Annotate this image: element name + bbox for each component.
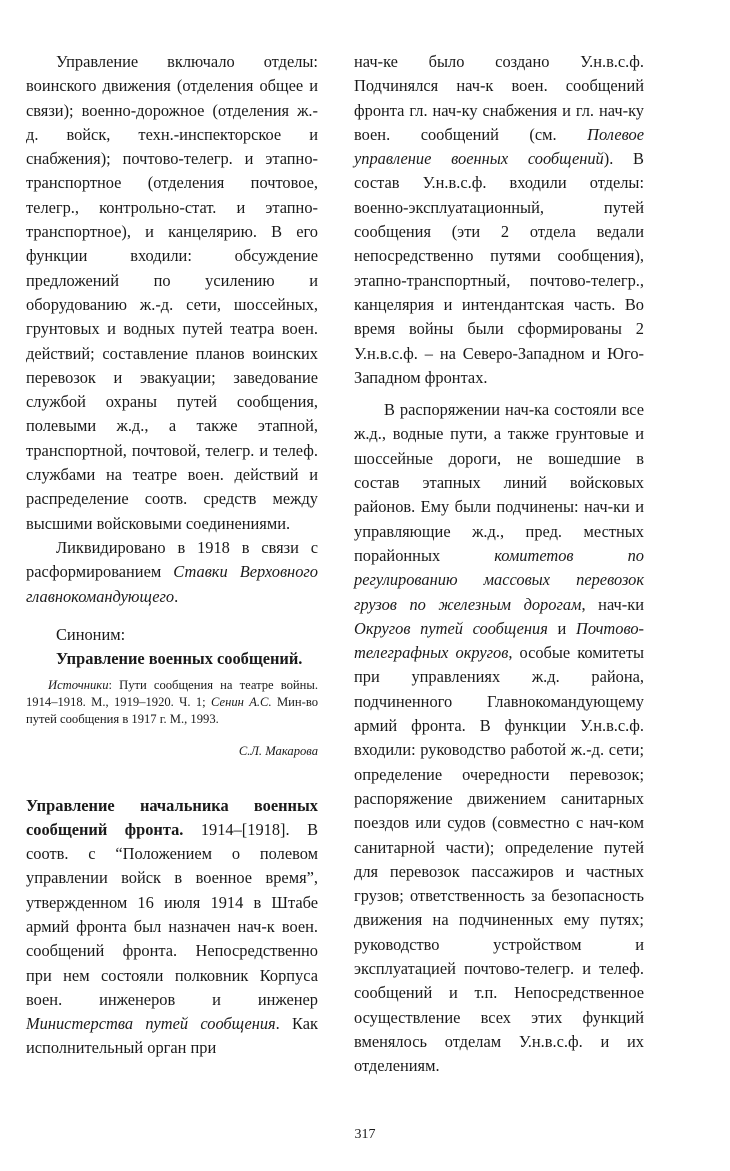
article-author: С.Л. Макарова: [238, 744, 318, 759]
left-column: [26, 50, 318, 1061]
sources-note: Источники: Пути сообщения на театре войны. 1914–1918. М., 1919–1920. Ч. 1; Сенин А.С. Мин-во путей сообщения в 1917 г. М., 1993.: [26, 678, 318, 726]
liquidation-text: Ликвидировано в 1918 в связи с расформированием: [26, 537, 318, 582]
entry-dates: 1914–[1918].: [183, 819, 290, 839]
paragraph-departments: Управление включало отделы: воинского движения (отделения общее и связи); военно-дорожное (отделения ж.-д. войск, техн.-инспекторское и снабжения); почтово-телегр. и этапно-транспортное (отделения почтовое, телегр., контрольно-стат. и этапно-транспортное), и канцелярию. В его функции входили: обсуждение предложений по усилению и оборудованию ж.-д. сети, шоссейных, грунтовых и водных путей театра воен. действий; составление планов воинских перевозок и эвакуации; заведование службой охраны путей сообщения, полевыми ж.д., а также этапной, транспортной, почтовой, телегр. и телеф. службами на театре воен. действий и распределение соотв. средств между высшими войсковыми соединениями.: [26, 52, 318, 533]
cross-reference-link[interactable]: комитетов по регулированию массовых перевозок грузов по железным дорогам: [354, 545, 644, 614]
paragraph-liquidation: Ликвидировано в 1918 в связи с расформированием Ставки Верховного главнокомандующего.: [26, 537, 318, 606]
entry-title: Управление начальника военных сообщений фронта.: [26, 795, 318, 839]
entry-body-start: В соотв. с “Положением о полевом управлении войск в военное время”, утвержденном 16 июля 1914 в Штабе армий фронта был назначен нач-к воен. сообщений фронта. Непосредственно при нем состояли полковник Корпуса воен. инженеров и инженер: [26, 819, 318, 1009]
paragraph-functions: В распоряжении нач-ка состояли все ж.д., водные пути, а также грунтовые и шоссейные дороги, не вошедшие в состав этапных линий войсковых районов. Ему были подчинены: нач-ки и управляющие ж.д., пред. местных порайонных комитетов по регулированию массовых перевозок грузов по железным дорогам, нач-ки Округов путей сообщения и Почтово-телеграфных округов, особые комитеты при управлениях ж.д. района, подчиненного Главнокомандующему армий фронта. В функции У.н.в.с.ф. входили: руководство работой ж.-д. сети; определение очередности перевозок; распоряжение движением санитарных поездов или судов (совместно с нач-ком санитарной части); определение путей для перевозок пассажиров и частных грузов; ответственность за безопасность движения на подчиненных ему путях; руководство устройством и эксплуатацией почтово-телегр. и телеф. сообщений и т.п. Непосредственное осуществление всех этих функций вменялось отделам У.н.в.с.ф. и их отделениям.: [354, 400, 645, 1076]
synonym-term: Управление военных сообщений.: [56, 649, 303, 669]
cross-reference-link[interactable]: Ставки Верховного главнокомандующего: [26, 562, 318, 606]
cross-reference-link[interactable]: Почтово-телеграфных округов: [354, 618, 644, 663]
source-author: Сенин А.С.: [211, 695, 272, 710]
page-number: 317: [354, 1127, 376, 1142]
entry-heading-paragraph: Управление начальника военных сообщений фронта. 1914–[1918]. В соотв. с “Положением о полевом управлении войск в военное время”, утвержденном 16 июля 1914 в Штабе армий фронта был назначен нач-к воен. сообщений фронта. Непосредственно при нем состояли полковник Корпуса воен. инженеров и инженер Министерства путей сообщения. Как исполнительный орган при: [26, 795, 318, 1058]
cross-reference-link[interactable]: Округов путей сообщения: [354, 618, 548, 638]
sources-label: Источники: [48, 678, 109, 693]
right-column: [354, 50, 644, 1078]
synonym-label: Синоним:: [56, 624, 126, 644]
cross-reference-link[interactable]: Министерства путей сообщения: [26, 1014, 276, 1034]
paragraph-structure: нач-ке было создано У.н.в.с.ф. Подчинялся нач-к воен. сообщений фронта гл. нач-ку снабжения и гл. нач-ку воен. сообщений (см. Полевое управление военных сообщений). В состав У.н.в.с.ф. входили отделы: военно-эксплуатационный, путей сообщения (эти 2 отдела ведали непосредственно путями сообщения), этапно-транспортный, почтово-телегр., канцелярия и интендантская часть. Во время войны были сформированы 2 У.н.в.с.ф. – на Северо-Западном и Юго-Западном фронтах.: [354, 52, 644, 387]
cross-reference-link[interactable]: Полевое управление военных сообщений: [354, 124, 644, 169]
